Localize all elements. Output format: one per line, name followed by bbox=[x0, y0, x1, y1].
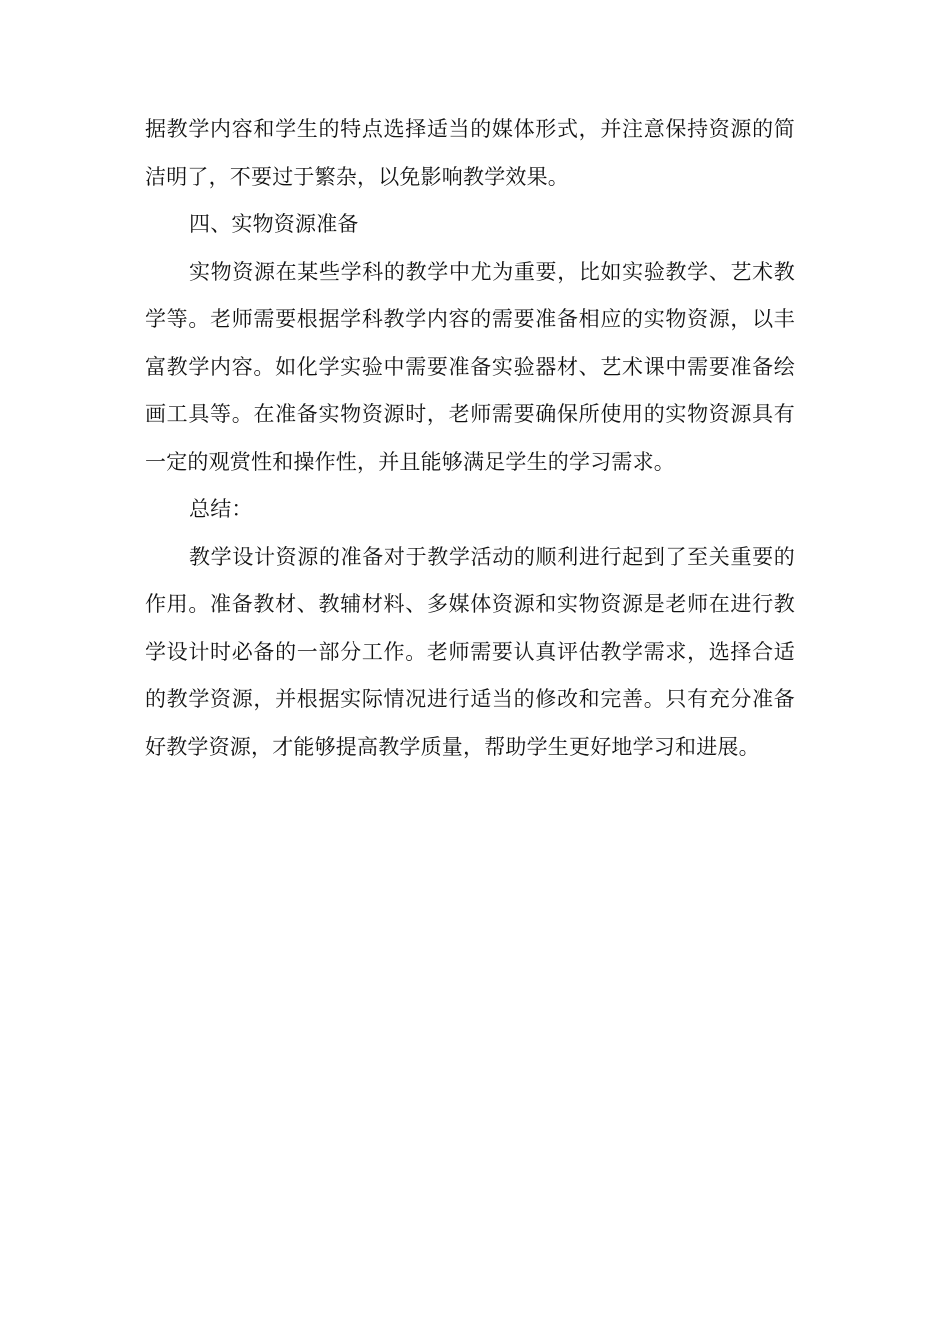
document-body bbox=[145, 106, 795, 771]
section-heading-physical-resources: 四、实物资源准备 bbox=[189, 212, 359, 236]
paragraph-summary: 教学设计资源的准备对于教学活动的顺利进行起到了至关重要的作用。准备教材、教辅材料、多媒体资源和实物资源是老师在进行教学设计时必备的一部分工作。老师需要认真评估教学需求，选择合适的教学资源，并根据实际情况进行适当的修改和完善。只有充分准备好教学资源，才能够提高教学质量，帮助学生更好地学习和进展。 bbox=[145, 544, 795, 759]
paragraph-media-continuation: 据教学内容和学生的特点选择适当的媒体形式，并注意保持资源的简洁明了，不要过于繁杂，以免影响教学效果。 bbox=[145, 117, 795, 189]
summary-heading: 总结： bbox=[189, 497, 253, 521]
paragraph-physical-resources: 实物资源在某些学科的教学中尤为重要，比如实验教学、艺术教学等。老师需要根据学科教学内容的需要准备相应的实物资源，以丰富教学内容。如化学实验中需要准备实验器材、艺术课中需要准备绘画工具等。在准备实物资源时，老师需要确保所使用的实物资源具有一定的观赏性和操作性，并且能够满足学生的学习需求。 bbox=[145, 259, 795, 474]
